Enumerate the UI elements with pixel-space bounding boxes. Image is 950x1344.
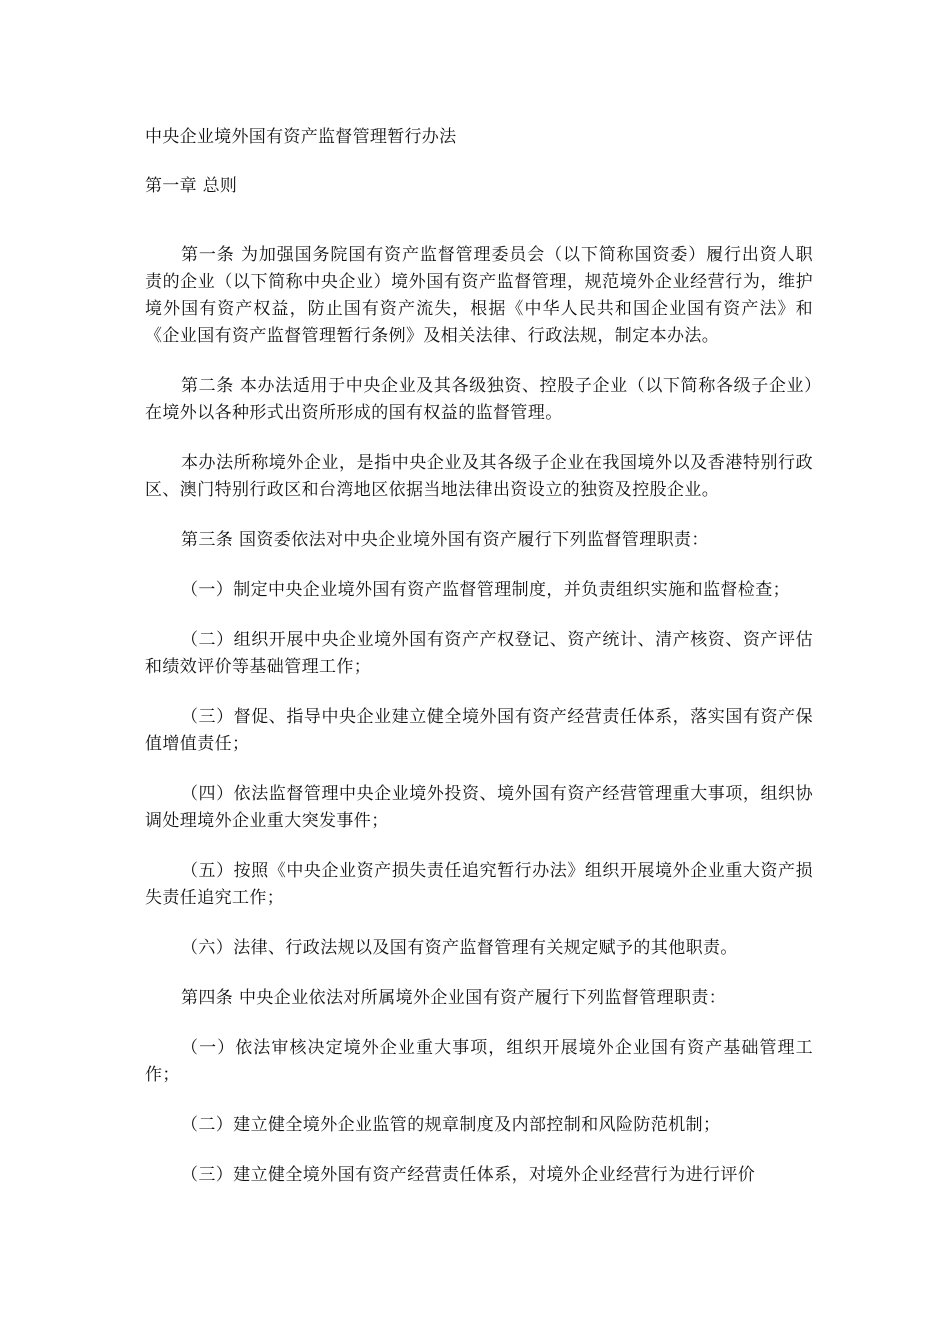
article-3-item-2: （二）组织开展中央企业境外国有资产产权登记、资产统计、清产核资、资产评估和绩效评价等基础管理工作； (145, 630, 813, 677)
article-3-item-3: （三）督促、指导中央企业建立健全境外国有资产经营责任体系，落实国有资产保值增值责任； (145, 707, 813, 754)
article-3-item-4: （四）依法监督管理中央企业境外投资、境外国有资产经营管理重大事项，组织协调处理境外企业重大突发事件； (145, 784, 813, 831)
article-3-paragraph: 第三条 国资委依法对中央企业境外国有资产履行下列监督管理职责： (181, 530, 709, 550)
article-4-item-3: （三）建立健全境外国有资产经营责任体系，对境外企业经营行为进行评价 (181, 1165, 756, 1185)
article-3-item-6: （六）法律、行政法规以及国有资产监督管理有关规定赋予的其他职责。 (181, 938, 738, 958)
article-3-item-1: （一）制定中央企业境外国有资产监督管理制度，并负责组织实施和监督检查； (181, 580, 790, 600)
article-4-item-2: （二）建立健全境外企业监管的规章制度及内部控制和风险防范机制； (181, 1115, 721, 1135)
document-page (145, 122, 813, 1212)
document-title: 中央企业境外国有资产监督管理暂行办法 (145, 127, 457, 147)
document-body (145, 242, 813, 1189)
article-1-paragraph: 第一条 为加强国务院国有资产监督管理委员会（以下简称国资委）履行出资人职责的企业（以下简称中央企业）境外国有资产监督管理，规范境外企业经营行为，维护境外国有资产权益，防止国有资产流失，根据《中华人民共和国企业国有资产法》和《企业国有资产监督管理暂行条例》及相关法律、行政法规，制定本办法。 (145, 245, 813, 346)
chapter-heading: 第一章 总则 (145, 176, 238, 196)
article-3-item-5: （五）按照《中央企业资产损失责任追究暂行办法》组织开展境外企业重大资产损失责任追究工作； (145, 861, 813, 908)
article-4-item-1: （一）依法审核决定境外企业重大事项，组织开展境外企业国有资产基础管理工作； (145, 1038, 813, 1085)
overseas-enterprise-definition-paragraph: 本办法所称境外企业，是指中央企业及其各级子企业在我国境外以及香港特别行政区、澳门特别行政区和台湾地区依据当地法律出资设立的独资及控股企业。 (145, 453, 813, 500)
article-2-paragraph: 第二条 本办法适用于中央企业及其各级独资、控股子企业（以下简称各级子企业）在境外以各种形式出资所形成的国有权益的监督管理。 (145, 376, 813, 423)
article-4-paragraph: 第四条 中央企业依法对所属境外企业国有资产履行下列监督管理职责： (181, 988, 727, 1008)
